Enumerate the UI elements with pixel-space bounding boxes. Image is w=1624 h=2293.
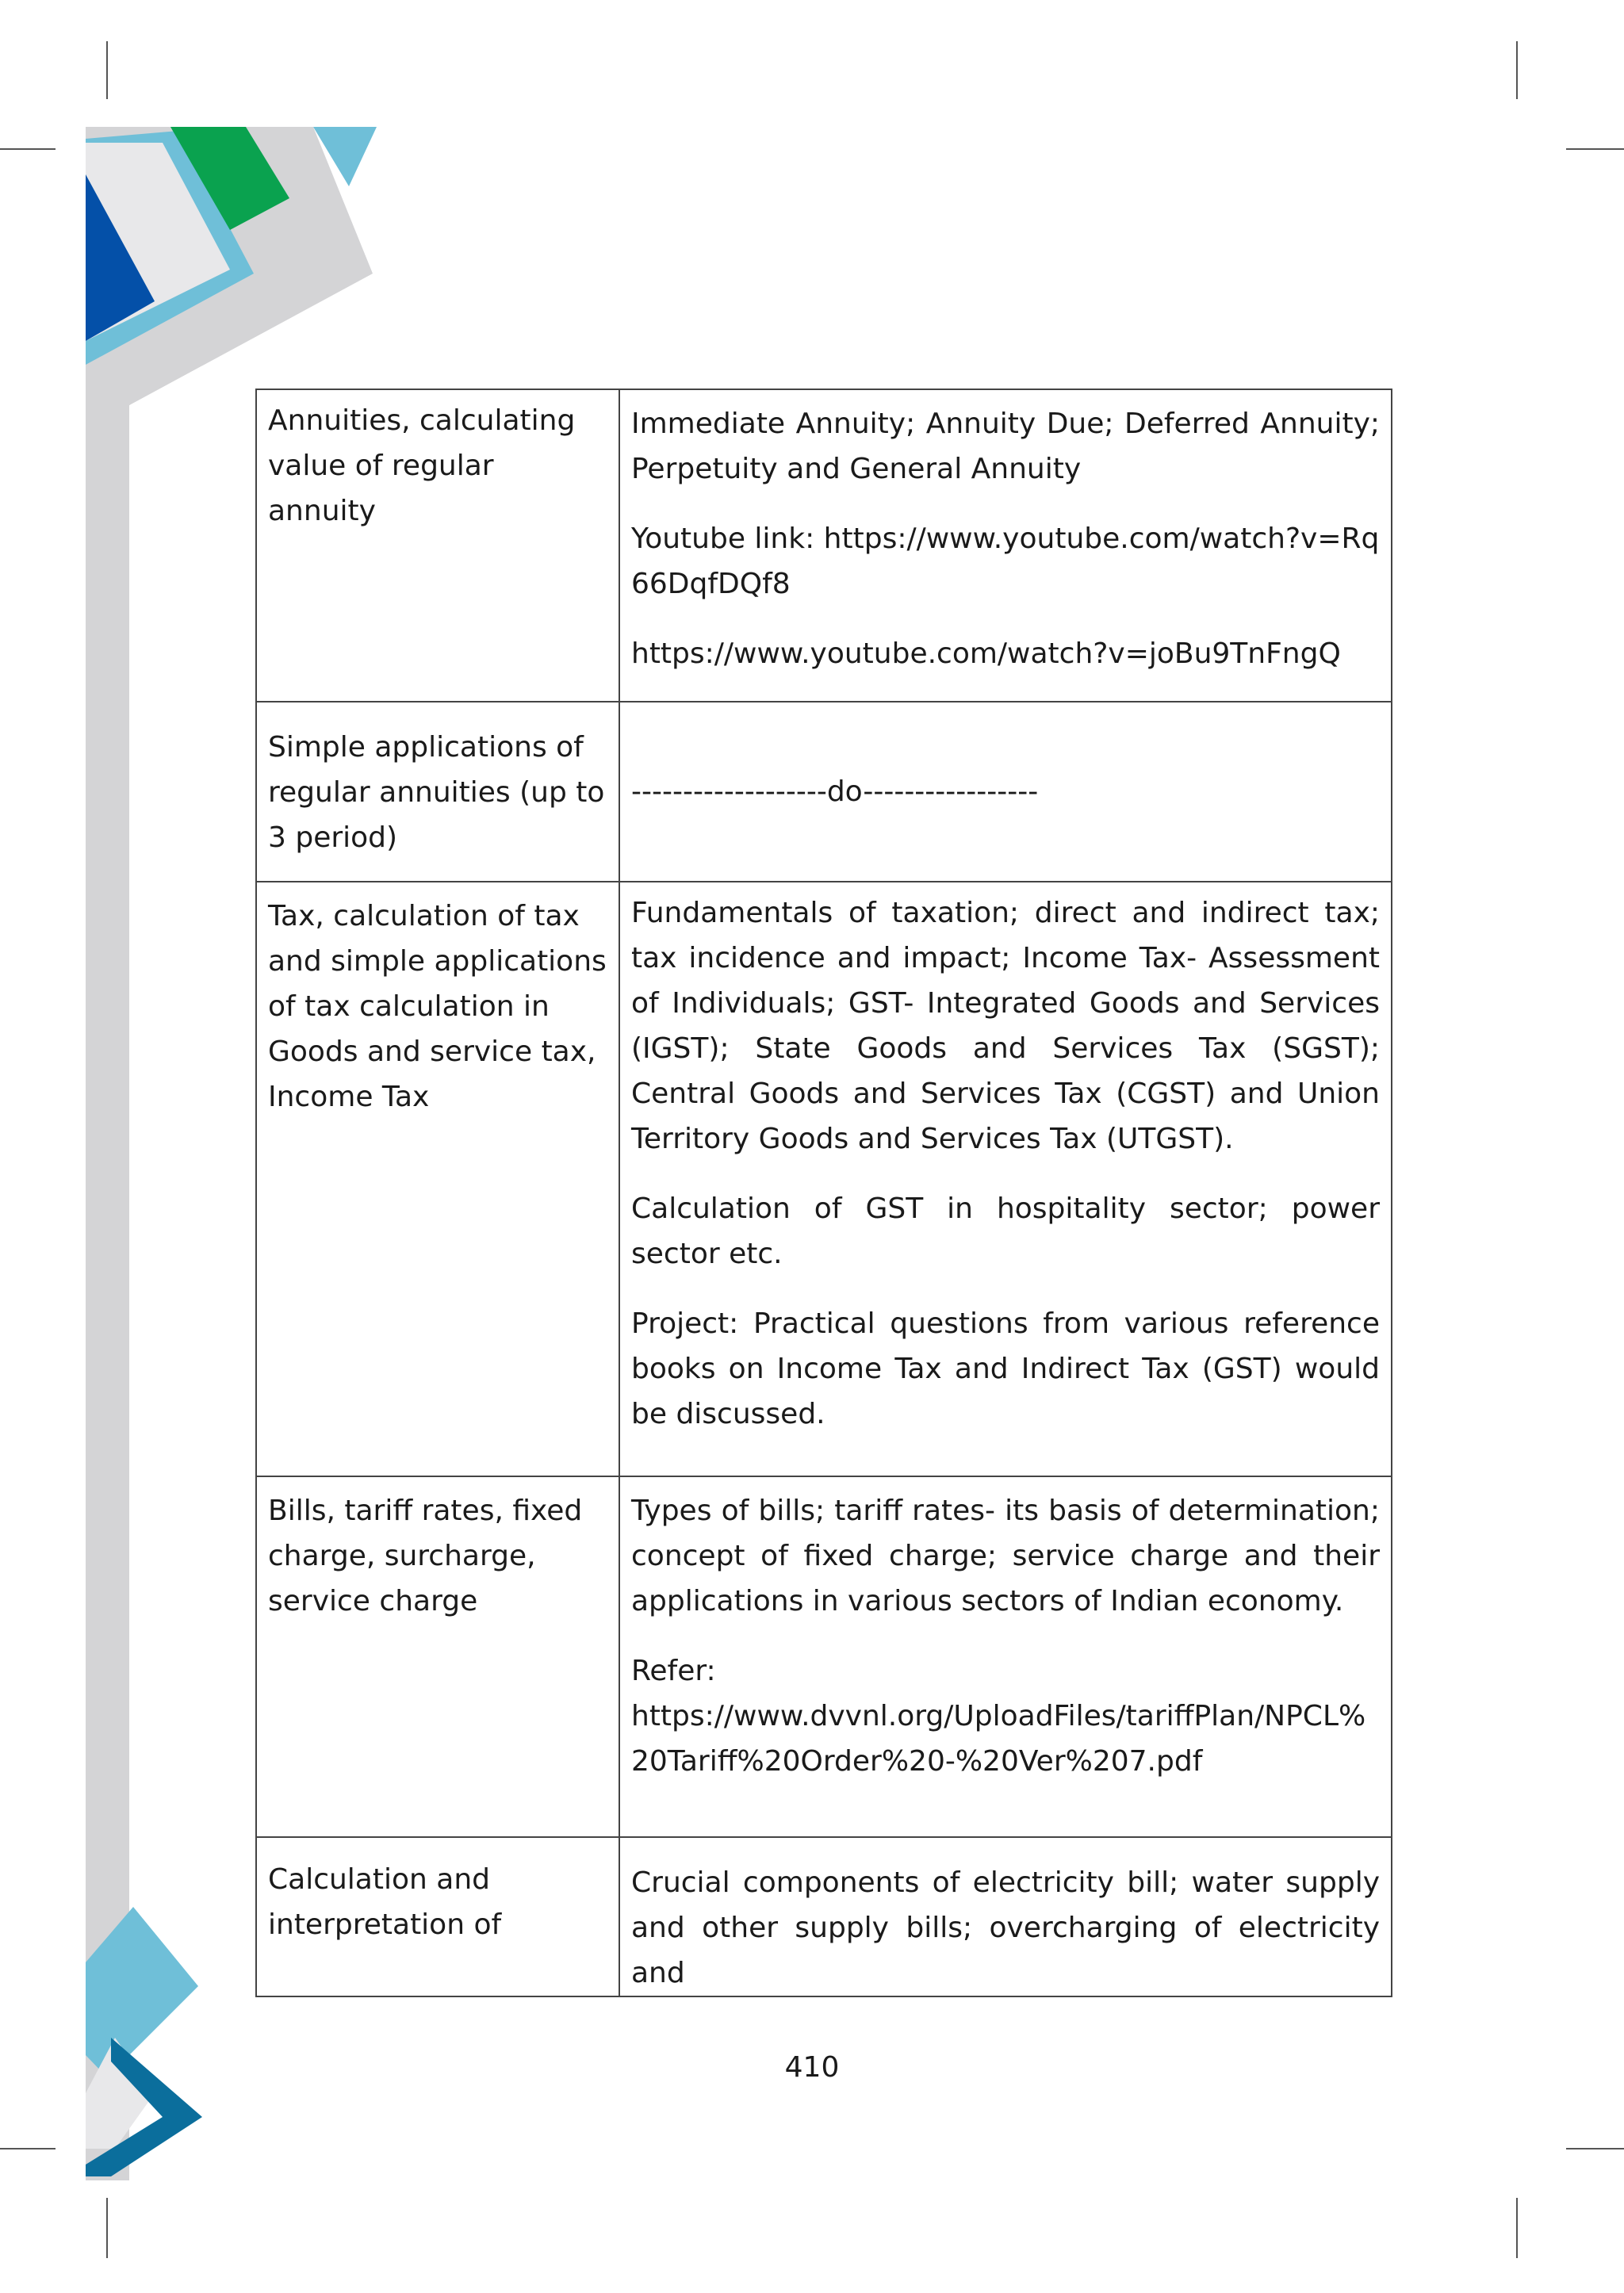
topic-text: Annuities, calculating value of regular annuity: [268, 404, 576, 527]
topic-text: Bills, tariff rates, fixed charge, surcharge, service charge: [268, 1495, 583, 1617]
detail-paragraph: Crucial components of electricity bill; water supply and other supply bills; overcharging of electricity and: [631, 1866, 1380, 1989]
topic-cell: [256, 1837, 619, 1996]
details-cell: [619, 882, 1392, 1476]
detail-paragraph: Project: Practical questions from various reference books on Income Tax and Indirect Tax (GST) would be discussed.: [631, 1307, 1380, 1430]
detail-paragraph: Youtube link: https://www.youtube.com/watch?v=Rq66DqfDQf8: [631, 523, 1380, 600]
detail-paragraph: Fundamentals of taxation; direct and indirect tax; tax incidence and impact; Income Tax- Assessment of Individuals; GST- Integrated Goods and Services (IGST); State Goods and Services Tax (SGST); Central Goods and Services Tax (CGST) and Union Territory Goods and Services Tax (UTGST).: [631, 897, 1380, 1155]
topic-cell: [256, 389, 619, 702]
detail-paragraph: https://www.youtube.com/watch?v=joBu9TnFngQ: [631, 637, 1341, 670]
detail-paragraph: https://www.dvvnl.org/UploadFiles/tariffPlan/NPCL%20Tariff%20Order%20-%20Ver%207.pdf: [631, 1700, 1366, 1778]
detail-paragraph: Immediate Annuity; Annuity Due; Deferred Annuity; Perpetuity and General Annuity: [631, 408, 1380, 485]
topic-cell: [256, 1476, 619, 1837]
table-row: [256, 1837, 1392, 1996]
table-row: [256, 702, 1392, 882]
topic-text: Tax, calculation of tax and simple applications of tax calculation in Goods and service tax, Income Tax: [268, 900, 607, 1113]
table-row: [256, 1476, 1392, 1837]
detail-paragraph: -------------------do-----------------: [631, 775, 1039, 808]
detail-paragraph: Calculation of GST in hospitality sector; power sector etc.: [631, 1192, 1380, 1270]
details-cell: [619, 1476, 1392, 1837]
content-table: [255, 389, 1392, 1997]
detail-paragraph: Refer:: [631, 1655, 716, 1687]
topic-cell: [256, 702, 619, 882]
page-number: 410: [784, 2051, 840, 2084]
table-row: [256, 389, 1392, 702]
detail-paragraph: Types of bills; tariff rates- its basis of determination; concept of fixed charge; service charge and their applications in various sectors of Indian economy.: [631, 1495, 1380, 1617]
details-cell: [619, 1837, 1392, 1996]
topic-text: Calculation and interpretation of: [268, 1863, 502, 1941]
table-row: [256, 882, 1392, 1476]
details-cell: [619, 389, 1392, 702]
left-side-bar: [86, 396, 129, 2180]
corner-decoration-bottom: [86, 1907, 202, 2176]
corner-decoration-top: [86, 127, 377, 432]
details-cell: [619, 702, 1392, 882]
topic-text: Simple applications of regular annuities (up to 3 period): [268, 731, 605, 854]
topic-cell: [256, 882, 619, 1476]
